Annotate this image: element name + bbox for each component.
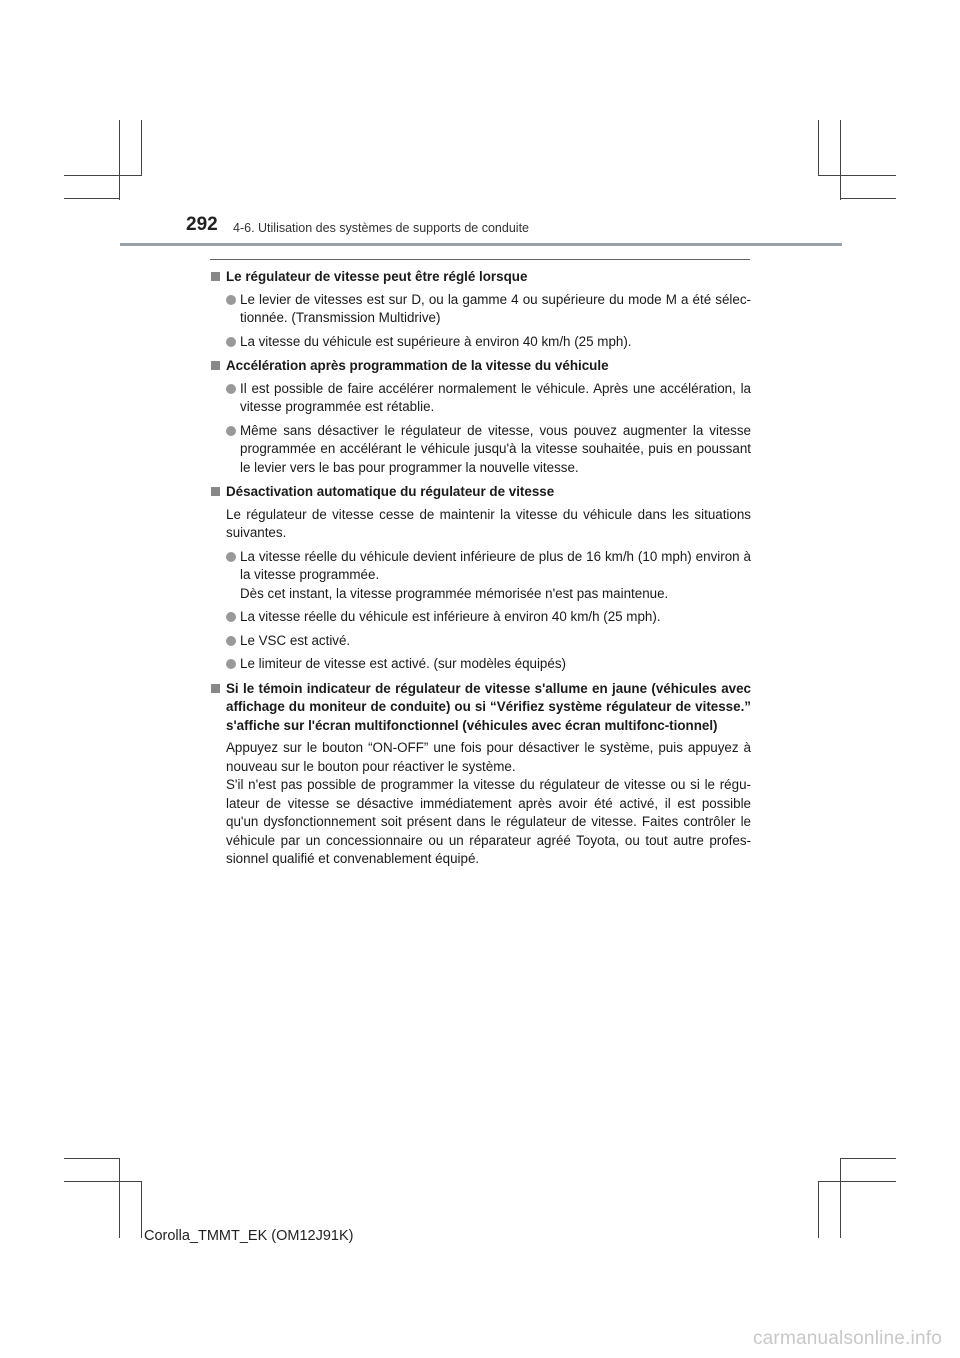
crop-mark	[64, 175, 142, 176]
crop-mark	[64, 1158, 120, 1159]
section-heading: Si le témoin indicateur de régulateur de vitesse s'allume en jaune (véhicules avec affichage du moniteur de conduite) ou si “Vérifiez système régulateur de vitesse.” s'affiche sur l'écran multifonctionnel (véhicules avec écran multifonc-tionnel)	[210, 680, 751, 736]
round-bullet-icon	[226, 426, 236, 436]
list-item: Le levier de vitesses est sur D, ou la gamme 4 ou supérieure du mode M a été sélec-tionnée. (Transmission Multidrive)	[210, 291, 751, 328]
section-body: Appuyez sur le bouton “ON-OFF” une fois pour désactiver le système, puis appuyez à nouveau sur le bouton pour réactiver le système. S'il n'est pas possible de programmer la vitesse du régulateur de vitesse ou si le régu-lateur de vitesse se désactive immédiatement après avoir été activé, il est possible qu'un dysfonctionnement soit présent dans le régulateur de vitesse. Faites contrôler le véhicule par un concessionnaire ou un réparateur agréé Toyota, ou tout autre profes-sionnel qualifié et convenablement équipé.	[226, 740, 751, 866]
crop-mark	[818, 1181, 896, 1182]
section-intro: Le régulateur de vitesse cesse de maintenir la vitesse du véhicule dans les situations suivantes.	[226, 506, 751, 540]
section-rule	[210, 259, 750, 260]
section-heading: Désactivation automatique du régulateur de vitesse	[210, 483, 751, 502]
round-bullet-icon	[226, 384, 236, 394]
list-item: Le limiteur de vitesse est activé. (sur modèles équipés)	[210, 655, 751, 674]
page-content	[210, 268, 751, 869]
square-bullet-icon	[211, 684, 220, 693]
section-heading: Accélération après programmation de la vitesse du véhicule	[210, 357, 751, 376]
list-item: La vitesse réelle du véhicule est inférieure à environ 40 km/h (25 mph).	[210, 608, 751, 627]
page-number: 292	[186, 214, 218, 235]
round-bullet-icon	[226, 552, 236, 562]
crop-mark	[840, 120, 841, 200]
crop-mark	[840, 198, 896, 199]
square-bullet-icon	[211, 272, 220, 281]
round-bullet-icon	[226, 295, 236, 305]
round-bullet-icon	[226, 337, 236, 347]
section-heading: Le régulateur de vitesse peut être réglé lorsque	[210, 268, 751, 287]
crop-mark	[119, 120, 120, 200]
crop-mark	[141, 1181, 142, 1238]
list-item: La vitesse du véhicule est supérieure à environ 40 km/h (25 mph).	[210, 333, 751, 352]
crop-mark	[64, 198, 120, 199]
crop-mark	[840, 1158, 896, 1159]
crop-mark	[119, 1158, 120, 1238]
crop-mark	[141, 120, 142, 175]
list-item: La vitesse réelle du véhicule devient inférieure de plus de 16 km/h (10 mph) environ à la vitesse programmée. Dès cet instant, la vitesse programmée mémorisée n'est pas maintenue.	[210, 548, 751, 604]
list-item: Même sans désactiver le régulateur de vitesse, vous pouvez augmenter la vitesse programmée en accélérant le véhicule jusqu'à la vitesse souhaitée, puis en poussant le levier vers le bas pour programmer la nouvelle vitesse.	[210, 422, 751, 478]
footer-model-code: Corolla_TMMT_EK (OM12J91K)	[144, 1228, 354, 1244]
round-bullet-icon	[226, 659, 236, 669]
list-item: Il est possible de faire accélérer normalement le véhicule. Après une accélération, la vitesse programmée est rétablie.	[210, 380, 751, 417]
header-divider	[120, 243, 842, 246]
watermark: carmanualsonline.info	[752, 1328, 942, 1349]
chapter-title: 4-6. Utilisation des systèmes de supports de conduite	[233, 221, 529, 235]
round-bullet-icon	[226, 612, 236, 622]
crop-mark	[840, 1158, 841, 1238]
list-item: Le VSC est activé.	[210, 632, 751, 651]
crop-mark	[818, 1181, 819, 1238]
square-bullet-icon	[211, 361, 220, 370]
crop-mark	[818, 120, 819, 175]
square-bullet-icon	[211, 487, 220, 496]
crop-mark	[64, 1181, 142, 1182]
crop-mark	[818, 175, 896, 176]
round-bullet-icon	[226, 636, 236, 646]
